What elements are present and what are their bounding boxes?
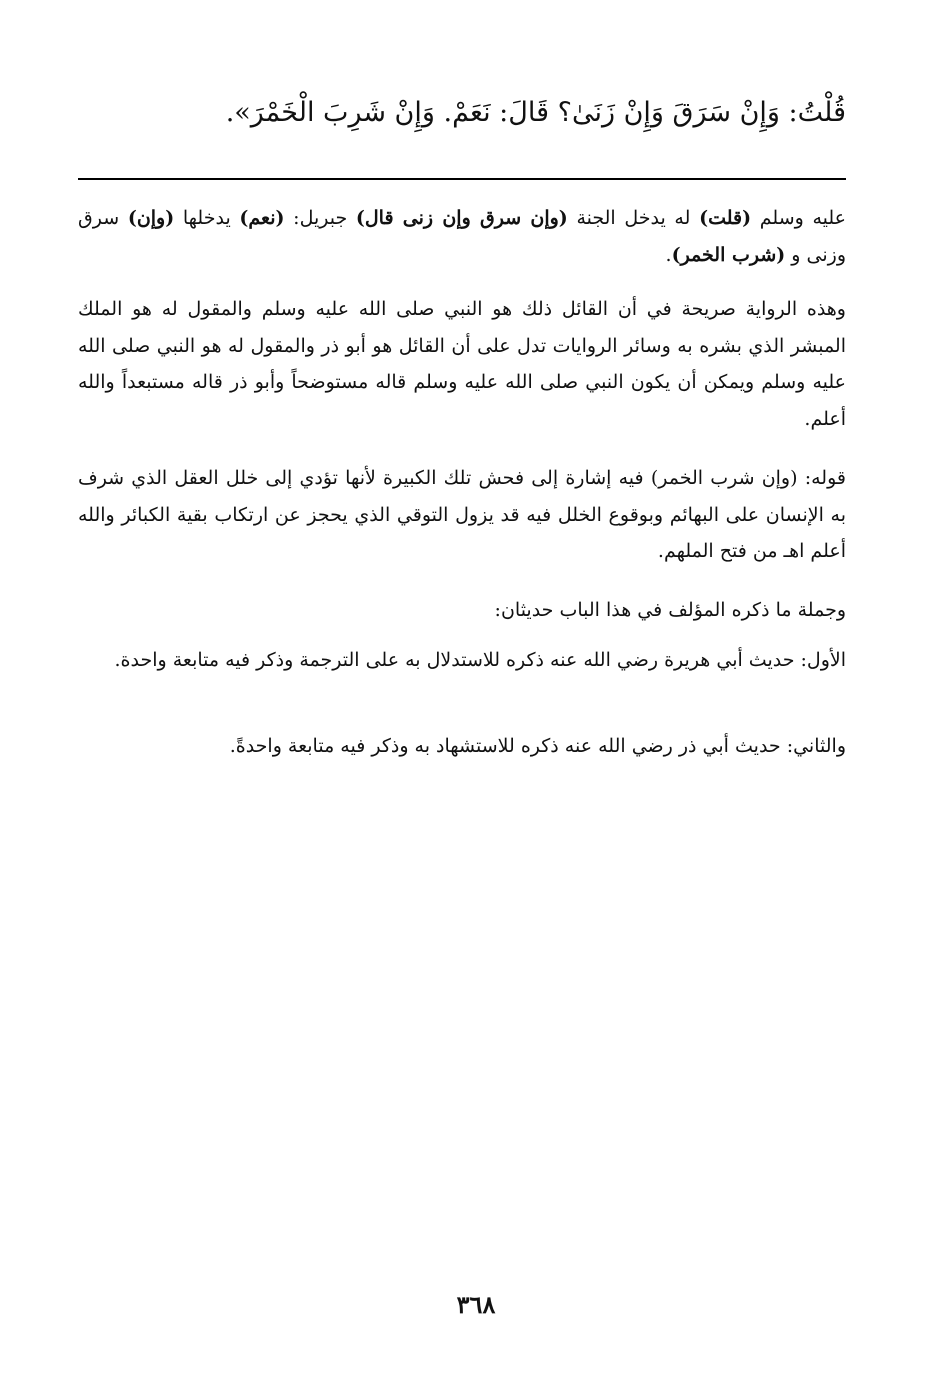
quoted-phrase: (شرب الخمر) [671,243,786,266]
footnote-divider [78,178,846,180]
commentary-paragraph-6: والثاني: حديث أبي ذر رضي الله عنه ذكره للاستشهاد به وذكر فيه متابعة واحدةً. [229,735,846,757]
plain-text: عليه وسلم [751,207,847,229]
quoted-phrase: (نعم) [239,207,285,229]
page-number: ٣٦٨ [456,1290,496,1319]
commentary-paragraph-4: وجملة ما ذكره المؤلف في هذا الباب حديثان: [494,599,846,621]
commentary-paragraph-2: وهذه الرواية صريحة في أن القائل ذلك هو النبي صلى الله عليه وسلم والمقول له هو الملك المبشر الذي بشره به وسائر الروايات تدل على أن القائل هو أبو ذر والمقول له هو النبي صلى الله عليه وسلم ويمكن أن يكون النبي صلى الله عليه وسلم قاله مستوضحاً وأبو ذر قاله مستبعداً والله أعلم. [78,298,846,430]
plain-text: سرق وزنى و [78,207,846,266]
commentary-paragraph-5: الأول: حديث أبي هريرة رضي الله عنه ذكره للاستدلال به على الترجمة وذكر فيه متابعة واحدة. [114,649,846,671]
plain-text: جبريل: [284,207,356,229]
commentary-paragraph-1 [78,200,846,273]
quoted-phrase: (وإن) [127,207,175,229]
plain-text: له يدخل الجنة [567,207,700,229]
hadith-text: قُلْتُ: وَإِنْ سَرَقَ وَإِنْ زَنَىٰ؟ قَالَ: نَعَمْ. وَإِنْ شَرِبَ الْخَمْرَ». [225,97,846,128]
quoted-phrase: (قلت) [699,207,752,229]
commentary-paragraph-3: قوله: (وإن شرب الخمر) فيه إشارة إلى فحش تلك الكبيرة لأنها تؤدي إلى خلل العقل الذي شرف به الإنسان على البهائم وبوقوع الخلل فيه قد يزول التوقي الذي يحجز عن ارتكاب بقية الكبائر والله أعلم اهـ من فتح الملهم. [78,467,846,562]
quoted-phrase: (وإن سرق وإن زنى قال) [355,207,568,229]
plain-text: يدخلها [174,207,240,229]
plain-text: . [665,243,672,266]
